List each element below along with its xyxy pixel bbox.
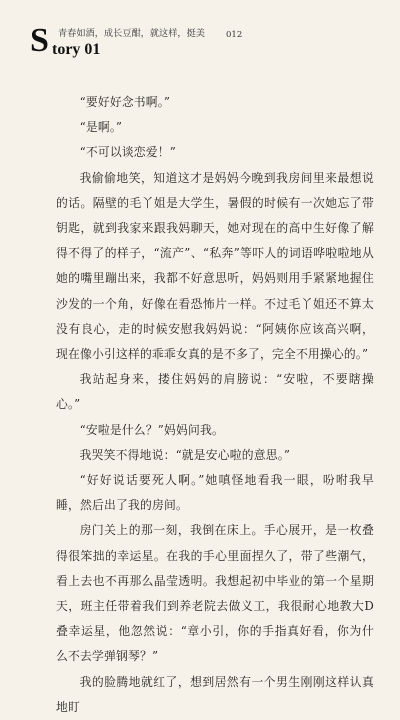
- paragraph: 我偷偷地笑，知道这才是妈妈今晚到我房间里来最想说的话。隔壁的毛丫姐是大学生，暑假的时候有一次她忘了带钥匙，就到我家来跟我妈聊天，她对现在的高中生好像了解得不得了的样子，“流产”、“私奔”等吓人的词语哗啦啦地从她的嘴里蹦出来，我都不好意思听，妈妈则用手紧紧地握住沙发的一个角，好像在看恐怖片一样。不过毛丫姐还不算太没有良心，走的时候安慰我妈妈说：“阿姨你应该高兴啊，现在像小引这样的乖乖女真的是不多了，完全不用操心的。”: [56, 170, 374, 362]
- story-label: tory 01: [52, 41, 101, 58]
- page-number: 012: [226, 30, 243, 40]
- paragraph: “要好好念书啊。”: [79, 95, 171, 109]
- paragraph: “安啦是什么？”妈妈问我。: [79, 422, 225, 437]
- body-text: [56, 90, 374, 720]
- paragraph: “是啊。”: [79, 120, 123, 135]
- paragraph: “好好说话要死人啊。”她嗔怪地看我一眼，吩咐我早睡，然后出了我的房间。: [56, 473, 374, 513]
- paragraph: 我哭笑不得地说：“就是安心啦的意思。”: [79, 447, 291, 462]
- paragraph: 我站起身来，搂住妈妈的肩膀说：“安啦，不要瞎操心。”: [56, 372, 374, 412]
- paragraph: 房门关上的那一刻，我倒在床上。手心展开，是一枚叠得很笨拙的幸运星。在我的手心里面捏久了，带了些潮气，看上去也不再那么晶莹透明。我想起初中毕业的第一个星期天，班主任带着我们到养老院去做义工，我很耐心地教大D叠幸运星，他忽然说：“章小引，你的手指真好看，你为什么不去学弹钢琴？”: [56, 523, 374, 664]
- paragraph: “不可以谈恋爱！”: [79, 145, 177, 160]
- page-header: [30, 20, 360, 68]
- paragraph: 我的脸腾地就红了，想到居然有一个男生刚刚这样认真地盯: [56, 674, 374, 714]
- running-title: 青春如酒，成长豆酣，就这样，挺美: [58, 28, 205, 39]
- story-big-letter: S: [30, 22, 49, 59]
